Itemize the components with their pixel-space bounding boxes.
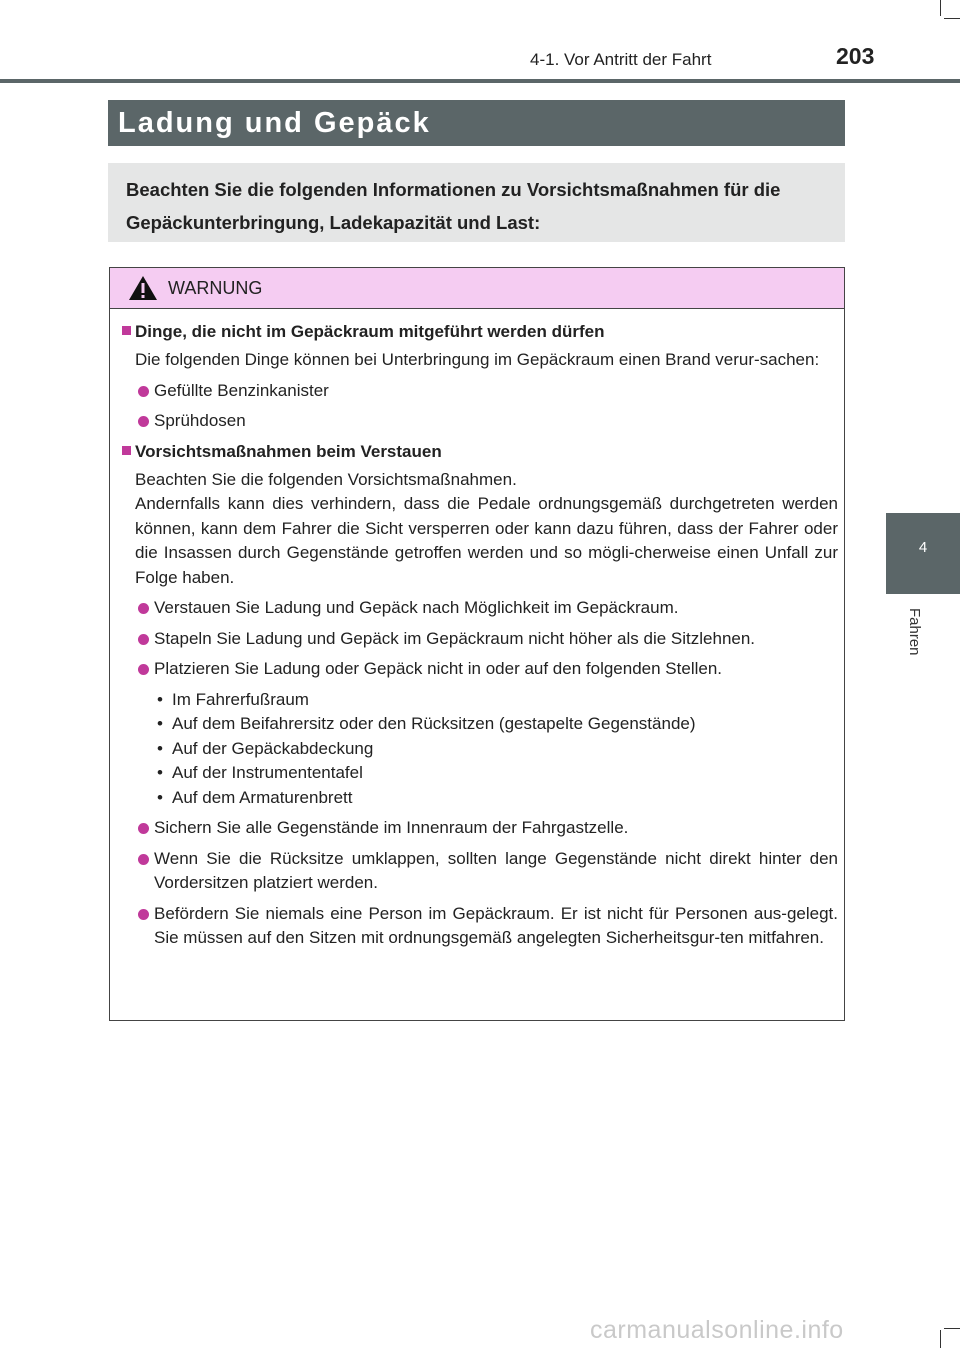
paragraph: Beachten Sie die folgenden Vorsichtsmaßnahmen. bbox=[135, 469, 517, 489]
list-item: Sichern Sie alle Gegenstände im Innenraum der Fahrgastzelle. bbox=[122, 816, 838, 841]
chapter-number: 4 bbox=[918, 539, 928, 556]
list-item: Verstauen Sie Ladung und Gepäck nach Möglichkeit im Gepäckraum. bbox=[122, 596, 838, 621]
square-bullet-icon bbox=[122, 326, 131, 335]
watermark: carmanualsonline.info bbox=[590, 1316, 844, 1344]
list-item: Wenn Sie die Rücksitze umklappen, sollten lange Gegenstände nicht direkt hinter den Vordersitzen platziert werden. bbox=[122, 847, 838, 896]
list-item: Befördern Sie niemals eine Person im Gepäckraum. Er ist nicht für Personen aus-gelegt. Sie müssen auf den Sitzen mit ordnungsgemäß angelegten Sicherheitsgur-ten mitfahren. bbox=[122, 902, 838, 951]
paragraph: Andernfalls kann dies verhindern, dass die Pedale ordnungsgemäß durchgetreten werden können, kann dem Fahrer die Sicht versperren oder kann dazu führen, dass der Fahrer oder die Insassen durch Gegenstände getroffen werden und so mögli-cherweise einen Unfall zur Folge haben. bbox=[135, 494, 838, 587]
round-bullet-icon bbox=[138, 664, 149, 675]
round-bullet-icon bbox=[138, 603, 149, 614]
page-number: 203 bbox=[836, 43, 875, 69]
round-bullet-icon bbox=[138, 634, 149, 645]
round-bullet-icon bbox=[138, 386, 149, 397]
sub-list-item: • Auf dem Armaturenbrett bbox=[157, 787, 353, 807]
sub-list-item: • Auf der Gepäckabdeckung bbox=[157, 738, 374, 758]
crop-mark bbox=[944, 1328, 960, 1329]
crop-mark bbox=[940, 1330, 941, 1348]
section-heading: Vorsichtsmaßnahmen beim Verstauen bbox=[122, 440, 838, 464]
warning-body bbox=[122, 320, 838, 951]
square-bullet-icon bbox=[122, 446, 131, 455]
round-bullet-icon bbox=[138, 823, 149, 834]
chapter-label: Fahren bbox=[906, 608, 923, 656]
round-bullet-icon bbox=[138, 854, 149, 865]
crop-mark bbox=[944, 18, 960, 19]
warning-header bbox=[110, 268, 844, 309]
page-title: Ladung und Gepäck bbox=[108, 100, 845, 146]
list-item: Platzieren Sie Ladung oder Gepäck nicht in oder auf den folgenden Stellen. bbox=[122, 657, 838, 682]
crop-mark bbox=[940, 0, 941, 16]
warning-box bbox=[109, 267, 845, 1021]
list-item: Stapeln Sie Ladung und Gepäck im Gepäckraum nicht höher als die Sitzlehnen. bbox=[122, 627, 838, 652]
chapter-tab bbox=[886, 513, 960, 594]
intro-box: Beachten Sie die folgenden Informationen zu Vorsichtsmaßnahmen für die Gepäckunterbringung, Ladekapazität und Last: bbox=[108, 163, 845, 242]
warning-triangle-icon bbox=[128, 275, 158, 306]
round-bullet-icon bbox=[138, 909, 149, 920]
paragraph: Die folgenden Dinge können bei Unterbringung im Gepäckraum einen Brand verur-sachen: bbox=[135, 350, 820, 369]
warning-label: WARNUNG bbox=[168, 278, 263, 298]
round-bullet-icon bbox=[138, 416, 149, 427]
section-heading: Dinge, die nicht im Gepäckraum mitgeführt werden dürfen bbox=[122, 320, 838, 344]
list-item: Sprühdosen bbox=[122, 409, 838, 434]
sub-list-item: • Auf dem Beifahrersitz oder den Rücksitzen (gestapelte Gegenstände) bbox=[157, 714, 696, 733]
header-rule bbox=[0, 79, 960, 83]
list-item: Gefüllte Benzinkanister bbox=[122, 379, 838, 404]
sub-list-item: • Im Fahrerfußraum bbox=[157, 689, 309, 709]
sub-list-item: • Auf der Instrumententafel bbox=[157, 763, 363, 782]
header-section: 4-1. Vor Antritt der Fahrt bbox=[530, 50, 712, 69]
